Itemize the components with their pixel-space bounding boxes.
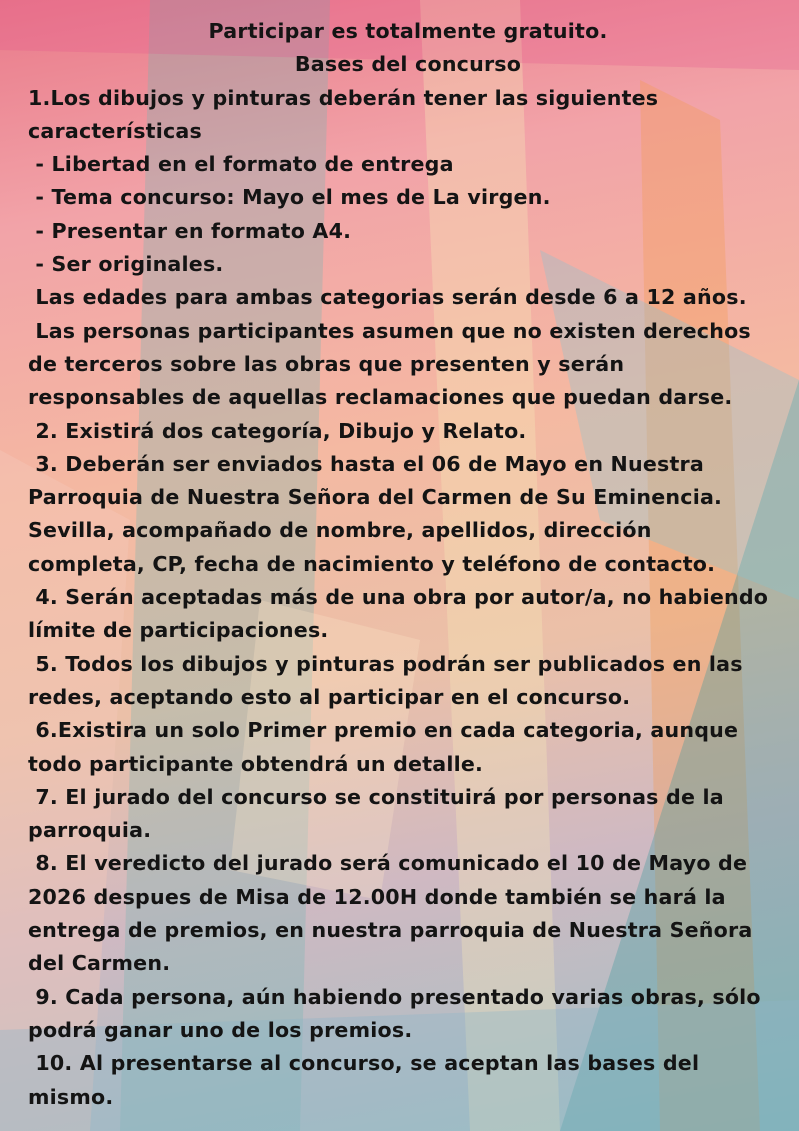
rule-line: 8. El veredicto del jurado será comunicado el 10 de Mayo de: [28, 851, 748, 876]
rule-line: 4. Serán aceptadas más de una obra por autor/a, no habiendo: [28, 585, 769, 610]
rule-line: podrá ganar uno de los premios.: [28, 1017, 413, 1042]
rule-line: características: [28, 118, 202, 143]
rule-line: todo participante obtendrá un detalle.: [28, 751, 484, 776]
rules-body: [28, 82, 788, 1114]
rule-line: - Presentar en formato A4.: [28, 218, 352, 243]
rule-line: de terceros sobre las obras que presenten y serán: [28, 351, 625, 376]
rule-line: Parroquia de Nuestra Señora del Carmen de Su Eminencia.: [28, 485, 723, 510]
rule-line: responsables de aquellas reclamaciones que puedan darse.: [28, 385, 733, 410]
rule-line: 2026 despues de Misa de 12.00H donde también se hará la: [28, 884, 726, 909]
rule-line: 9. Cada persona, aún habiendo presentado varias obras, sólo: [28, 984, 761, 1009]
rule-line: 5. Todos los dibujos y pinturas podrán ser publicados en las: [28, 651, 743, 676]
rule-line: Las personas participantes asumen que no existen derechos: [28, 318, 751, 343]
rule-line: entrega de premios, en nuestra parroquia de Nuestra Señora: [28, 918, 753, 943]
rule-line: - Tema concurso: Mayo el mes de La virgen.: [28, 185, 551, 210]
rule-line: límite de participaciones.: [28, 618, 329, 643]
rule-line: - Libertad en el formato de entrega: [28, 152, 454, 177]
rule-line: Las edades para ambas categorias serán desde 6 a 12 años.: [28, 285, 747, 310]
rule-line: 2. Existirá dos categoría, Dibujo y Relato.: [28, 418, 527, 443]
rules-title: Bases del concurso: [294, 52, 522, 77]
rule-line: parroquia.: [28, 818, 152, 843]
rule-line: 10. Al presentarse al concurso, se aceptan las bases del: [28, 1051, 700, 1076]
rule-line: 6.Existira un solo Primer premio en cada categoria, aunque: [28, 718, 739, 743]
rule-line: - Ser originales.: [28, 252, 224, 277]
rule-line: 7. El jurado del concurso se constituirá por personas de la: [28, 784, 724, 809]
rule-line: completa, CP, fecha de nacimiento y teléfono de contacto.: [28, 551, 716, 576]
rule-line: del Carmen.: [28, 951, 171, 976]
rule-line: 1.Los dibujos y pinturas deberán tener las siguientes: [28, 85, 659, 110]
contest-rules: [28, 15, 788, 1114]
free-participation-notice: Participar es totalmente gratuito.: [208, 19, 608, 43]
rule-line: Sevilla, acompañado de nombre, apellidos, dirección: [28, 518, 652, 543]
rule-line: redes, aceptando esto al participar en el concurso.: [28, 684, 631, 709]
rule-line: 3. Deberán ser enviados hasta el 06 de Mayo en Nuestra: [28, 451, 704, 476]
rule-line: mismo.: [28, 1084, 114, 1109]
